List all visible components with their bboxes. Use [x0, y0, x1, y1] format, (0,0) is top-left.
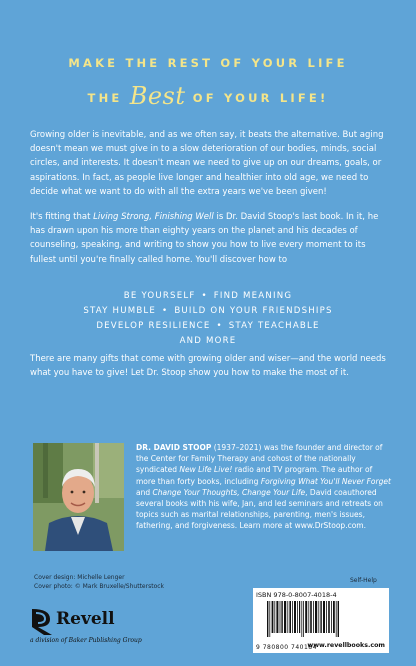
bio-text-2: radio and TV program. The author of more than forty books, including — [136, 465, 373, 486]
publisher-logo — [30, 605, 180, 655]
intro-paragraph: Growing older is inevitable, and as we often say, it beats the alternative. But aging doesn't mean we must give in to a slow deterioration of our bodies, minds, social circles, and interests. It doesn't mean we need to give up on our dreams, goals, or aspirations. In fact, as people live longer and healthier into old age, we need to decide what we want to do with all the extra years we've been given! — [30, 130, 384, 197]
revell-mark-icon — [30, 607, 56, 637]
author-portrait-image — [33, 443, 124, 551]
barcode-icon — [267, 601, 339, 637]
book-paragraph-start: It's fitting that — [30, 212, 94, 222]
bullet-teachable: STAY TEACHABLE — [228, 321, 320, 331]
bullet-resilience: DEVELOP RESILIENCE — [96, 321, 211, 331]
headline-line-1: MAKE THE REST OF YOUR LIFE — [68, 56, 348, 70]
bio-show: New Life Live! — [179, 465, 233, 475]
headline-rest: OF YOUR LIFE! — [192, 91, 329, 105]
bullet-find-meaning: FIND MEANING — [213, 291, 293, 301]
bullet-row-3 — [0, 319, 416, 334]
cover-design-credit: Cover design: Michelle Lenger — [34, 574, 125, 581]
book-title: Living Strong, Finishing Well — [93, 212, 214, 222]
bio-text-1: (1937–2021) was the founder and director of the Center for Family Therapy and cohost of the nationally syndicated — [136, 443, 383, 475]
headline-best-script: Best — [129, 82, 186, 110]
bullet-stay-humble: STAY HUMBLE — [83, 306, 157, 316]
bio-text-3: and — [136, 487, 153, 497]
bullet-list — [0, 289, 416, 349]
bullet-separator: • — [201, 291, 208, 301]
bullet-separator: • — [216, 321, 223, 331]
barcode-panel — [253, 588, 389, 653]
book-paragraph — [30, 210, 388, 267]
author-bio — [136, 442, 391, 532]
category-label: Self-Help — [350, 577, 377, 584]
bio-text-4: , David coauthored several books with his wife, Jan, and led seminars and retreats on topics such as marital relationships, parenting, men's issues, fathering, and forgiveness. Learn more at www.DrStoop.com. — [136, 487, 383, 531]
bullet-be-yourself: BE YOURSELF — [123, 291, 196, 301]
author-name: DR. DAVID STOOP — [136, 443, 212, 452]
bullet-separator: • — [162, 306, 169, 316]
barcode-digits: 9 780800 740184 — [256, 644, 317, 651]
book-paragraph-end: is Dr. David Stoop's last book. In it, he has drawn upon his more than eighty years on the planet and his decades of counseling, speaking, and writing to show you how to live every moment to its fullest until you're finally called home. You'll discover how to — [30, 212, 379, 265]
headline-line-2 — [0, 80, 416, 108]
publisher-name: Revell — [56, 609, 115, 629]
bio-book-2: Change Your Thoughts, Change Your Life — [152, 487, 306, 497]
publisher-website: www.revellbooks.com — [307, 642, 385, 649]
closing-paragraph: There are many gifts that come with growing older and wiser—and the world needs what you have to give! Let Dr. Stoop show you how to make the most of it. — [30, 354, 386, 379]
author-photo — [33, 443, 124, 551]
bio-book-1: Forgiving What You'll Never Forget — [260, 476, 391, 486]
bullet-row-1 — [0, 289, 416, 304]
isbn-text: ISBN 978-0-8007-4018-4 — [256, 591, 337, 599]
cover-credits — [34, 574, 164, 591]
publisher-subline: a division of Baker Publishing Group — [30, 637, 142, 644]
cover-photo-credit: Cover photo: © Mark Bruxelle/Shutterstock — [34, 582, 165, 590]
bullet-row-2 — [0, 304, 416, 319]
bullet-friendships: BUILD ON YOUR FRIENDSHIPS — [174, 306, 333, 316]
bullet-row-4: AND MORE — [179, 336, 237, 346]
headline-the: THE — [87, 91, 123, 105]
